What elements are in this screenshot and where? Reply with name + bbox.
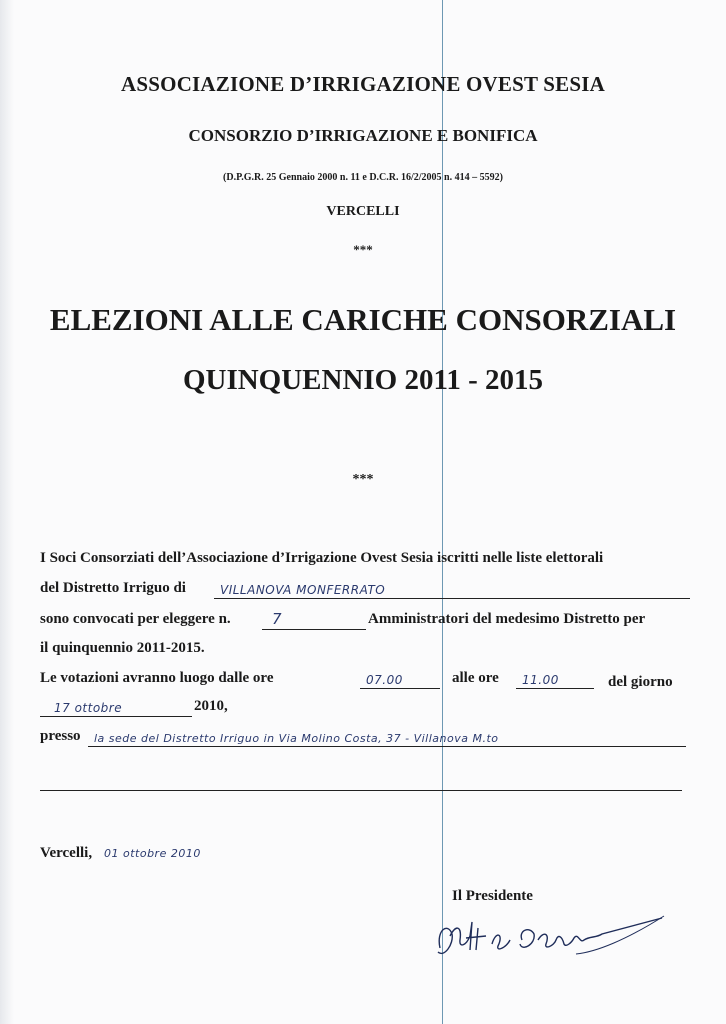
admins-text: Amministratori del medesimo Distretto per — [368, 611, 646, 627]
district-label: del Distretto Irriguo di — [40, 580, 186, 596]
year-text: 2010, — [194, 698, 228, 714]
admins-count-value: 7 — [272, 610, 283, 628]
date-field — [40, 698, 192, 717]
president-label: Il Presidente — [452, 888, 533, 904]
fold-line — [442, 0, 443, 1024]
convened-label: sono convocati per eleggere n. — [40, 611, 231, 627]
admins-count-field — [262, 611, 366, 630]
intro-line: I Soci Consorziati dell’Associazione d’Irrigazione Ovest Sesia iscritti nelle liste elettorali — [40, 550, 604, 566]
separator-stars: *** — [353, 242, 373, 257]
decree-reference: (D.P.G.R. 25 Gennaio 2000 n. 11 e D.C.R. 16/2/2005 n. 414 – 5592) — [223, 172, 503, 183]
president-signature — [426, 900, 676, 970]
location-field-2 — [40, 772, 682, 791]
votes-label: Le votazioni avranno luogo dalle ore — [40, 670, 274, 686]
separator-stars-2: *** — [352, 472, 374, 487]
district-field — [214, 580, 690, 599]
election-title: ELEZIONI ALLE CARICHE CONSORZIALI — [49, 302, 677, 337]
date-value: 17 ottobre — [54, 701, 123, 715]
period-title: QUINQUENNIO 2011 - 2015 — [182, 364, 544, 396]
city-heading: VERCELLI — [326, 204, 400, 219]
to-label: alle ore — [452, 670, 499, 686]
time-to-field — [516, 670, 594, 689]
location-label: presso — [40, 728, 81, 744]
scan-shadow — [0, 0, 14, 1024]
location-field — [88, 728, 686, 747]
location-value: la sede del Distretto Irriguo in Via Molino Costa, 37 - Villanova M.to — [94, 732, 499, 745]
time-to-value: 11.00 — [522, 673, 559, 687]
consortium-heading: CONSORZIO D’IRRIGAZIONE E BONIFICA — [188, 126, 538, 145]
place-date: 01 ottobre 2010 — [104, 847, 201, 860]
time-from-field — [360, 670, 440, 689]
place-label: Vercelli, — [40, 845, 93, 861]
district-value: VILLANOVA MONFERRATO — [220, 583, 386, 597]
period-line: il quinquennio 2011-2015. — [40, 640, 205, 656]
day-label: del giorno — [608, 674, 673, 690]
time-from-value: 07.00 — [366, 673, 403, 687]
association-heading: ASSOCIAZIONE D’IRRIGAZIONE OVEST SESIA — [121, 72, 605, 96]
